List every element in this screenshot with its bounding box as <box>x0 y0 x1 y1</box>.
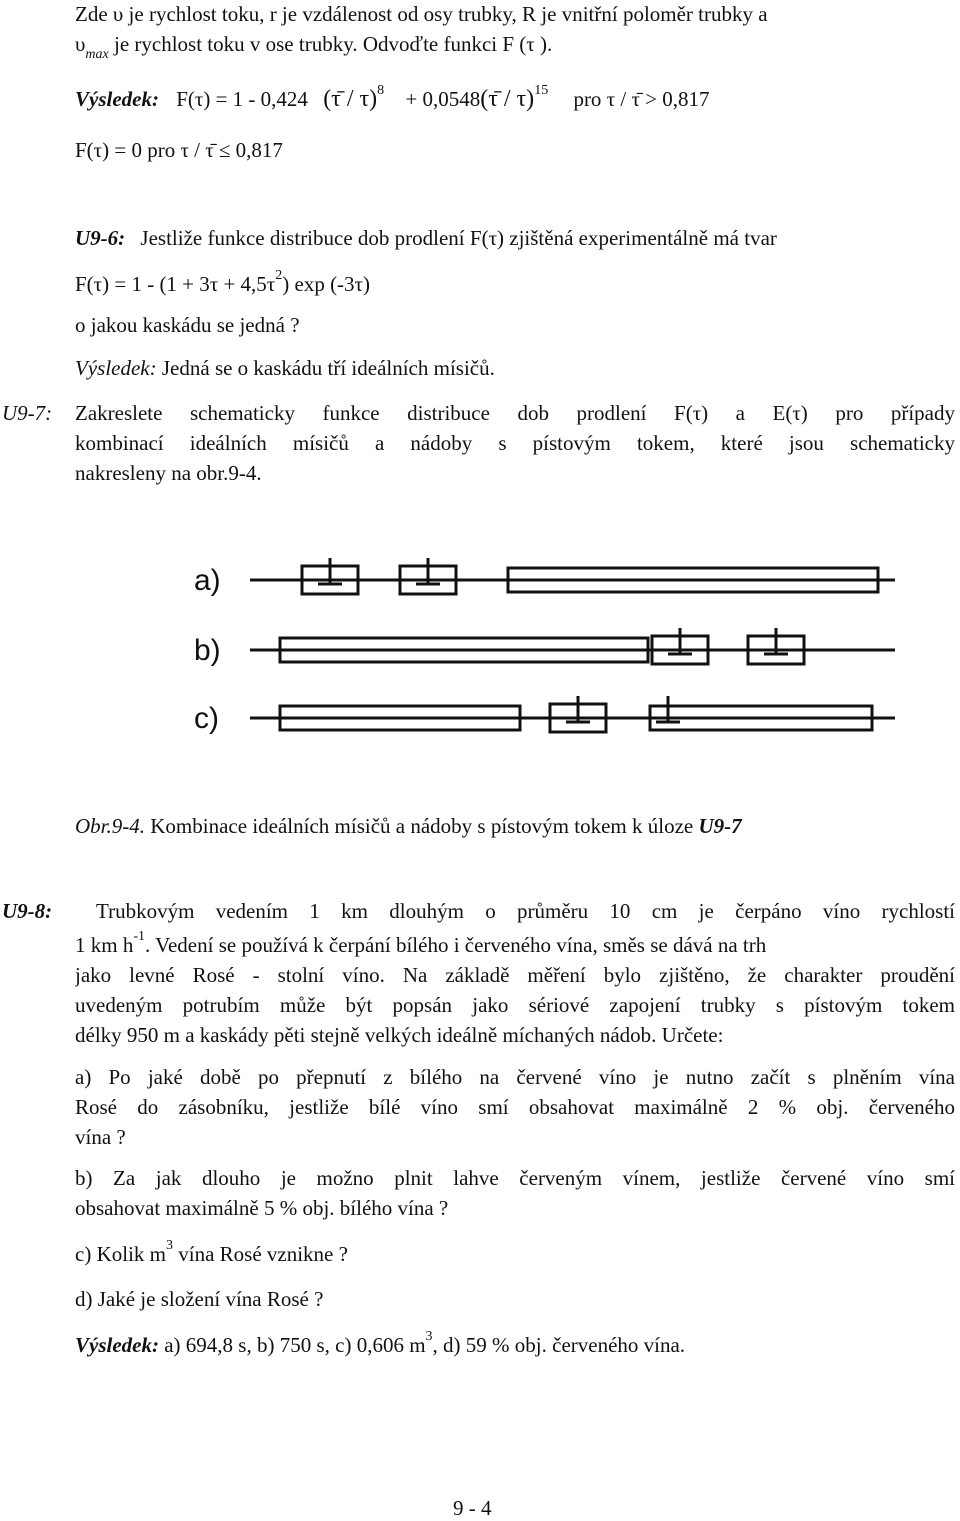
u97-label <box>2 401 52 426</box>
formula-condition: pro τ / τ̄ > 0,817 <box>573 87 710 111</box>
row-label-c: c) <box>194 702 219 735</box>
u98-line-5: délky 950 m a kaskády pěti stejně velkých ideálně míchaných nádob. Určete: <box>75 1023 724 1047</box>
u98-line-4: uvedeným potrubím může být popsán jako sériové zapojení trubky s pístovým tokem <box>75 993 955 1017</box>
problem-text: Jestliže funkce distribuce dob prodlení F(τ) zjištěná experimentálně má tvar <box>140 226 777 250</box>
result-text: , d) 59 % obj. červeného vína. <box>432 1333 686 1357</box>
u98-line-3: jako levné Rosé - stolní víno. Na základě měření bylo zjištěno, že charakter proudění <box>75 963 955 987</box>
u98-line-1: Trubkovým vedením 1 km dlouhým o průměru 10 cm je čerpáno víno rychlostí <box>96 899 955 923</box>
result-text: a) 694,8 s, b) 750 s, c) 0,606 m <box>158 1333 426 1357</box>
question-a-line-2: Rosé do zásobníku, jestliže bílé víno smí obsahovat maximálně 2 % obj. červeného <box>75 1095 955 1119</box>
formula-part: + 0,0548 <box>405 87 481 111</box>
question-b-line-1: b) Za jak dlouho je možno plnit lahve červeným vínem, jestliže červené víno smí <box>75 1166 955 1190</box>
question-a-line-1: a) Po jaké době po přepnutí z bílého na červené víno je nutno začít s plněním vína <box>75 1065 955 1089</box>
intro-line-1 <box>75 2 955 27</box>
formula-part: ) exp (-3τ) <box>282 272 370 296</box>
result-label: Výsledek: <box>75 356 157 380</box>
page-number: 9 - 4 <box>453 1496 492 1520</box>
result-text: Jedná se o kaskádu tří ideálních mísičů. <box>161 356 495 380</box>
u98-result <box>75 1329 686 1358</box>
question-d: d) Jaké je složení vína Rosé ? <box>75 1287 324 1311</box>
u96-question <box>75 313 300 338</box>
unit-exponent: -1 <box>133 929 146 944</box>
result-label: Výsledek: <box>75 87 159 111</box>
u98-text: 1 km h <box>75 933 134 957</box>
diagram-row-a <box>250 558 895 594</box>
u97-line-3: nakresleny na obr.9-4. <box>75 461 262 485</box>
formula-exponent: 15 <box>534 83 549 98</box>
u96-result <box>75 356 495 381</box>
intro-text: Zde υ je rychlost toku, r je vzdálenost od osy trubky, R je vnitřní poloměr trubky a <box>75 2 768 26</box>
u96-line <box>75 226 777 251</box>
question-text: vína Rosé vznikne ? <box>172 1242 348 1266</box>
u96-formula <box>75 268 370 297</box>
caption-label: Obr.9-4. <box>75 814 146 838</box>
problem-label: U9-8: <box>2 899 53 923</box>
velocity-symbol: υ <box>75 32 86 56</box>
diagram-row-c <box>250 696 895 732</box>
u98-text: . Vedení se používá k čerpání bílého i červeného vína, směs se dává na trh <box>145 933 767 957</box>
intro-text-2: je rychlost toku v ose trubky. Odvoďte funkci F (τ ). <box>108 32 553 56</box>
problem-label: U9-7: <box>2 401 53 425</box>
question-c <box>75 1238 348 1267</box>
formula-exponent: 2 <box>275 268 283 283</box>
formula-part: F(τ) = 1 - 0,424 <box>176 87 308 111</box>
result-formula-2 <box>75 138 283 163</box>
u98-line-2 <box>75 929 767 958</box>
question-b-line-2: obsahovat maximálně 5 % obj. bílého vína ? <box>75 1196 449 1220</box>
u97-line-1: Zakreslete schematicky funkce distribuce dob prodlení F(τ) a E(τ) pro případy <box>75 401 955 425</box>
u97-line-2: kombinací ideálních mísičů a nádoby s pístovým tokem, které jsou schematicky <box>75 431 955 455</box>
result-formula-1 <box>75 83 710 113</box>
row-label-a: a) <box>194 564 221 597</box>
formula-ratio: (τ̄ / τ) <box>323 86 378 112</box>
problem-label: U9-6: <box>75 226 126 250</box>
formula-part: F(τ) = 0 pro τ / τ̄ ≤ 0,817 <box>75 138 283 162</box>
question-a-line-3: vína ? <box>75 1125 126 1149</box>
unit-exponent: 3 <box>425 1329 433 1344</box>
velocity-subscript: max <box>85 47 109 62</box>
unit-exponent: 3 <box>165 1238 173 1253</box>
result-label: Výsledek: <box>75 1333 159 1357</box>
problem-text: o jakou kaskádu se jedná ? <box>75 313 300 337</box>
diagram-row-b <box>250 628 895 664</box>
row-label-b: b) <box>194 634 221 667</box>
figure-caption <box>75 814 742 839</box>
formula-exponent: 8 <box>377 83 385 98</box>
caption-text: Kombinace ideálních mísičů a nádoby s pístovým tokem k úloze <box>145 814 699 838</box>
formula-part: F(τ) = 1 - (1 + 3τ + 4,5τ <box>75 272 276 296</box>
caption-ref: U9-7 <box>698 814 742 838</box>
intro-line-2 <box>75 32 553 62</box>
question-text: c) Kolik m <box>75 1242 166 1266</box>
u98-label <box>2 899 52 924</box>
figure-9-4 <box>190 540 910 750</box>
formula-ratio: (τ̄ / τ) <box>480 86 535 112</box>
